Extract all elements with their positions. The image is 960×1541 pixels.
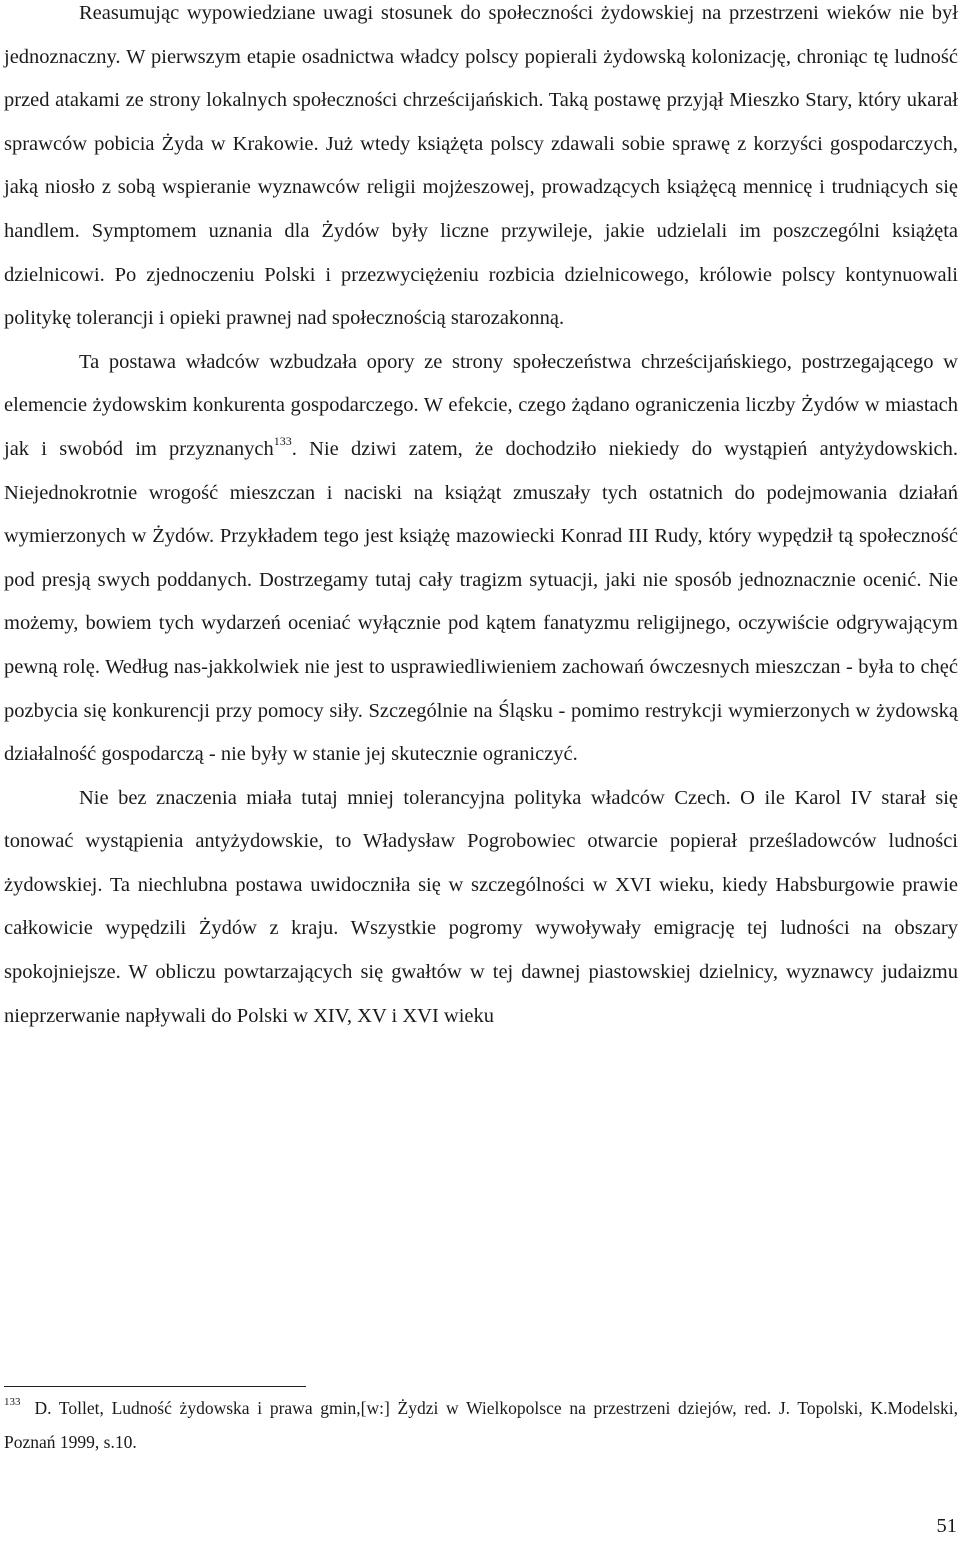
footnote-text: D. Tollet, Ludność żydowska i prawa gmin,[w:] Żydzi w Wielkopolsce na przestrzeni dziejów, red. J. Topolski, K.Modelski, Poznań 1999, s.10. <box>4 1398 958 1452</box>
page-number: 51 <box>936 1515 957 1537</box>
page-body <box>4 0 958 1038</box>
paragraph-2-text-before: Ta postawa władców wzbudzała opory ze strony społeczeństwa chrześcijańskiego, postrzegającego w elemencie żydowskim konkurenta gospodarczego. W efekcie, czego żądano ograniczenia liczby Żydów w miastach jak i swobód im przyznanych <box>4 350 958 460</box>
footnote-separator <box>4 1386 306 1387</box>
footnote-reference[interactable]: 133 <box>273 433 292 448</box>
paragraph-2 <box>4 341 958 777</box>
paragraph-3: Nie bez znaczenia miała tutaj mniej tolerancyjna polityka władców Czech. O ile Karol IV starał się tonować wystąpienia antyżydowskie, to Władysław Pogrobowiec otwarcie popierał prześladowców ludności żydowskiej. Ta niechlubna postawa uwidoczniła się w szczególności w XVI wieku, kiedy Habsburgowie prawie całkowicie wypędzili Żydów z kraju. Wszystkie pogromy wywoływały emigrację tej ludności na obszary spokojniejsze. W obliczu powtarzających się gwałtów w tej dawnej piastowskiej dzielnicy, wyznawcy judaizmu nieprzerwanie napływali do Polski w XIV, XV i XVI wieku <box>4 786 958 1027</box>
paragraph-2-text-after: . Nie dziwi zatem, że dochodziło niekiedy do wystąpień antyżydowskich. Niejednokrotnie wrogość mieszczan i naciski na książąt zmuszały tych ostatnich do podejmowania działań wymierzonych w Żydów. Przykładem tego jest książę mazowiecki Konrad III Rudy, który wypędził tą społeczność pod presją swych poddanych. Dostrzegamy tutaj cały tragizm sytuacji, jaki nie sposób jednoznacznie ocenić. Nie możemy, bowiem tych wydarzeń oceniać wyłącznie pod kątem fanatyzmu religijnego, oczywiście odgrywającym pewną rolę. Według nas-jakkolwiek nie jest to usprawiedliwieniem zachowań ówczesnych mieszczan - była to chęć pozbycia się konkurencji przy pomocy siły. Szczególnie na Śląsku - pomimo restrykcji wymierzonych w żydowską działalność gospodarczą - nie były w stanie jej skutecznie ograniczyć. <box>4 437 958 766</box>
paragraph-1: Reasumując wypowiedziane uwagi stosunek do społeczności żydowskiej na przestrzeni wieków nie był jednoznaczny. W pierwszym etapie osadnictwa władcy polscy popierali żydowską kolonizację, chroniąc tę ludność przed atakami ze strony lokalnych społeczności chrześcijańskich. Taką postawę przyjął Mieszko Stary, który ukarał sprawców pobicia Żyda w Krakowie. Już wtedy książęta polscy zdawali sobie sprawę z korzyści gospodarczych, jaką niosło z sobą wspieranie wyznawców religii mojżeszowej, prowadzących książęcą mennicę i trudniących się handlem. Symptomem uznania dla Żydów były liczne przywileje, jakie udzielali im poszczególni książęta dzielnicowi. Po zjednoczeniu Polski i przezwyciężeniu rozbicia dzielnicowego, królowie polscy kontynuowali politykę tolerancji i opieki prawnej nad społecznością starozakonną. <box>4 2 958 330</box>
footnote <box>4 1391 958 1459</box>
footnote-number: 133 <box>4 1396 21 1408</box>
